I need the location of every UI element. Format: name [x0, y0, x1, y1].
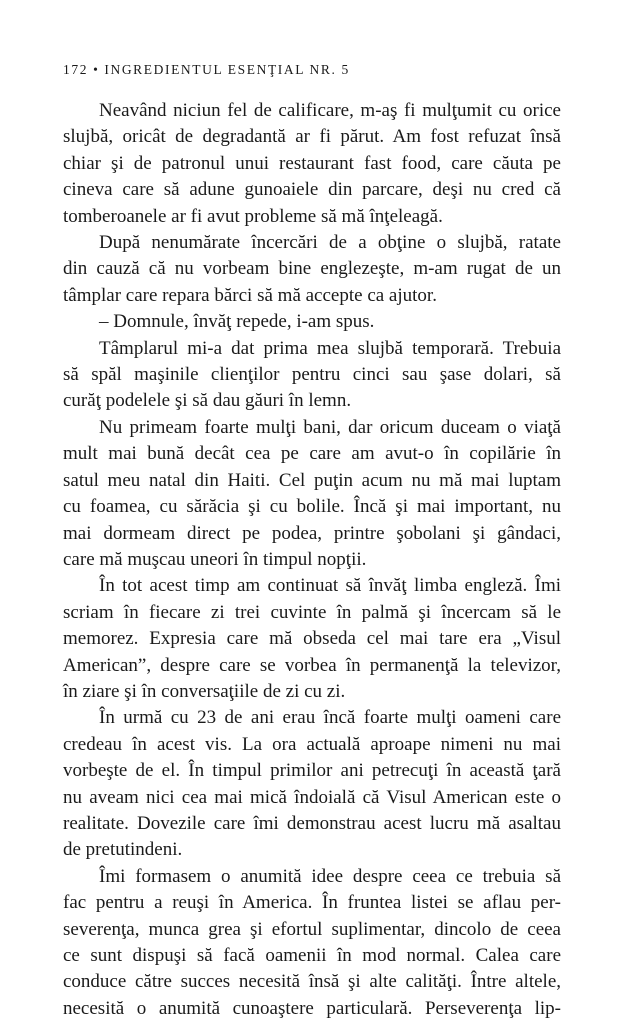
text-line: tâmplar care repara bărci să mă accepte ca ajutor. [63, 284, 437, 306]
text-line: În urmă cu 23 de ani erau încă foarte mulţi oameni care [99, 707, 561, 729]
text-line: în ziare şi în conversaţiile de zi cu zi. [63, 680, 346, 702]
text-line: să spăl maşinile clienţilor pentru cinci sau şase dolari, să [63, 364, 561, 386]
chapter-title: INGREDIENTUL ESENŢIAL NR. 5 [104, 62, 350, 77]
page-number: 172 [63, 62, 89, 77]
text-line: memorez. Expresia care mă obseda cel mai tare era „Visul [63, 628, 561, 650]
text-line: scriam în fiecare zi trei cuvinte în palmă şi încercam să le [63, 601, 561, 623]
running-header [63, 62, 350, 78]
text-line: Neavând niciun fel de calificare, m-aş fi mulţumit cu orice [99, 100, 561, 121]
text-line: Tâmplarul mi-a dat prima mea slujbă temporară. Trebuia [99, 337, 561, 359]
text-line: După nenumărate încercări de a obţine o slujbă, ratate [99, 232, 561, 254]
text-line: credeau în acest vis. La ora actuală aproape nimeni nu mai [63, 733, 561, 755]
text-line: vorbeşte de el. În timpul primilor ani petrecuţi în această ţară [63, 760, 561, 782]
text-line: severenţa, munca grea şi efortul suplimentar, dincolo de ceea [63, 918, 561, 940]
text-line: În tot acest timp am continuat să învăţ limba engleză. Îmi [99, 575, 561, 597]
text-line: realitate. Dovezile care îmi demonstrau acest lucru mă asaltau [63, 812, 561, 834]
text-line: ce sunt dispuşi să facă oamenii în mod normal. Calea care [63, 945, 561, 966]
text-line: cu foamea, cu sărăcia şi cu bolile. Încă şi mai important, nu [63, 496, 561, 518]
header-separator: • [93, 62, 100, 77]
text-line: – Domnule, învăţ repede, i-am spus. [99, 311, 375, 333]
text-line: satul meu natal din Haiti. Cel puţin acum nu mă mai luptam [63, 469, 561, 491]
text-line: chiar şi de patronul unui restaurant fast food, care căuta pe [63, 152, 561, 174]
text-line: Nu primeam foarte mulţi bani, dar oricum duceam o viaţă [99, 416, 561, 438]
text-line: American”, despre care se vorbea în permanenţă la televizor, [63, 654, 561, 676]
body-text [63, 98, 561, 1022]
text-line: tomberoanele ar fi avut probleme să mă înţeleagă. [63, 205, 443, 227]
text-line: Îmi formasem o anumită idee despre ceea ce trebuia să [99, 865, 561, 887]
text-line: curăţ podelele şi să dau găuri în lemn. [63, 390, 352, 412]
text-line: mult mai bună decât cea pe care am avut-o în copilărie în [63, 443, 561, 465]
text-line: fac pentru a reuşi în America. În fruntea listei se aflau per- [63, 892, 561, 914]
text-line: necesită o anumită cunoaştere particulară. Perseverenţa lip- [63, 997, 561, 1019]
text-line: cineva care să adune gunoaiele din parcare, deşi nu cred că [63, 179, 561, 201]
text-line: de pretutindeni. [63, 839, 183, 861]
text-line: care mă muşcau uneori în timpul nopţii. [63, 548, 367, 570]
text-line: conduce către succes necesită însă şi alte calităţi. Între altele, [63, 971, 561, 993]
text-line: nu aveam nici cea mai mică îndoială că Visul American este o [63, 786, 561, 808]
text-line: din cauză că nu vorbeam bine englezeşte, m-am rugat de un [63, 258, 561, 280]
text-line: mai dormeam direct pe podea, printre şobolani şi gândaci, [63, 522, 561, 544]
text-line: slujbă, oricât de degradantă ar fi părut. Am fost refuzat însă [63, 126, 561, 148]
